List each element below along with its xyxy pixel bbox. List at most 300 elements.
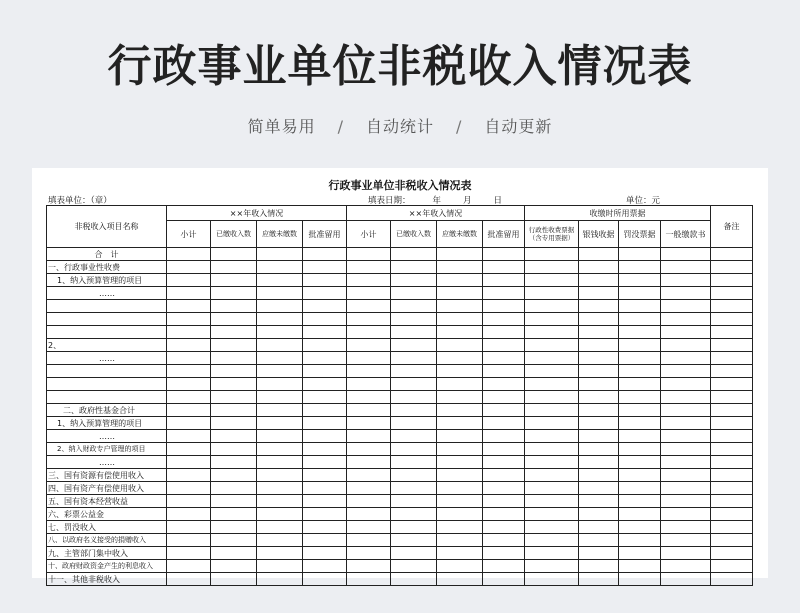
row-label [47,313,167,326]
table-cell [257,391,303,404]
table-cell [167,521,211,534]
row-label: 六、彩票公益金 [47,508,167,521]
table-row-total [47,248,753,261]
table-cell [303,430,347,443]
table-cell [711,378,753,391]
table-cell [437,404,483,417]
table-cell [167,573,211,586]
fill-date-month: 月 [463,196,472,206]
table-cell [525,313,579,326]
row-label: 二、政府性基金合计 [47,404,167,417]
table-row [47,547,753,560]
table-cell [303,378,347,391]
table-cell [391,352,437,365]
table-cell [437,482,483,495]
table-cell [347,495,391,508]
table-cell [257,547,303,560]
table-cell [711,508,753,521]
table-cell [619,469,661,482]
table-cell [257,404,303,417]
table-cell [579,365,619,378]
table-cell [391,261,437,274]
table-cell [661,313,711,326]
table-cell [167,391,211,404]
table-cell [257,469,303,482]
table-cell [437,495,483,508]
row-label [47,365,167,378]
table-cell [437,261,483,274]
table-cell [661,521,711,534]
row-label: 四、国有资产有偿使用收入 [47,482,167,495]
table-cell [211,430,257,443]
table-row [47,430,753,443]
table-cell [347,300,391,313]
table-cell [579,326,619,339]
table-cell [619,391,661,404]
table-cell [167,313,211,326]
header-item-name: 非税收入项目名称 [47,206,167,248]
table-row [47,274,753,287]
table-cell [579,508,619,521]
table-cell [257,261,303,274]
table-cell [661,417,711,430]
row-label [47,300,167,313]
table-cell [211,547,257,560]
table-cell [347,417,391,430]
table-cell [391,404,437,417]
table-cell [303,469,347,482]
table-cell [711,365,753,378]
table-cell [303,404,347,417]
table-cell [483,430,525,443]
hero-tagline [0,114,800,137]
sub-header: 银钱收据 [579,221,619,248]
table-cell [525,300,579,313]
table-cell [525,521,579,534]
table-cell [257,508,303,521]
table-cell [167,547,211,560]
tag-auto-stat: 自动统计 [365,117,434,136]
table-cell [483,378,525,391]
table-cell [483,482,525,495]
table-cell [257,365,303,378]
table-cell [483,404,525,417]
row-label: …… [47,287,167,300]
table-cell [257,417,303,430]
table-cell [303,417,347,430]
table-cell [579,417,619,430]
table-cell [211,326,257,339]
table-cell [391,339,437,352]
table-cell [347,560,391,573]
row-label-total: 合 计 [47,248,167,261]
table-cell [347,274,391,287]
table-cell [167,482,211,495]
table-cell [711,326,753,339]
table-row [47,404,753,417]
table-cell [661,469,711,482]
table-cell [661,391,711,404]
table-row [47,261,753,274]
table-cell [525,430,579,443]
row-label: 1、纳入预算管理的项目 [47,417,167,430]
table-cell [211,495,257,508]
table-row [47,456,753,469]
sub-header: 已缴收入数 [391,221,437,248]
table-cell [167,417,211,430]
table-cell [167,287,211,300]
table-cell [211,300,257,313]
table-cell [211,391,257,404]
table-cell [167,404,211,417]
table-cell [347,456,391,469]
table-cell [303,326,347,339]
table-cell [661,443,711,456]
sub-header: 一般缴款书 [661,221,711,248]
table-row [47,313,753,326]
table-cell [303,456,347,469]
table-cell [437,534,483,547]
table-cell [347,287,391,300]
table-cell [661,573,711,586]
table-cell [579,274,619,287]
row-label: 三、国有资源有偿使用收入 [47,469,167,482]
table-cell [303,443,347,456]
table-cell [483,352,525,365]
row-label: 一、行政事业性收费 [47,261,167,274]
table-cell [437,352,483,365]
table-cell [437,469,483,482]
table-cell [437,391,483,404]
sub-header-line: 行政性收费票据 [528,226,575,234]
table-cell [391,547,437,560]
table-cell [711,430,753,443]
table-cell [347,313,391,326]
table-cell [579,339,619,352]
table-cell [303,547,347,560]
table-cell [483,339,525,352]
table-row [47,534,753,547]
table-cell [391,521,437,534]
table-cell [391,482,437,495]
row-label: …… [47,430,167,443]
table-cell [619,495,661,508]
table-cell [661,365,711,378]
table-cell [483,326,525,339]
table-cell [391,443,437,456]
table-cell [661,495,711,508]
table-row [47,560,753,573]
table-cell [661,430,711,443]
row-label: 2、 [47,339,167,352]
table-cell [167,456,211,469]
table-cell [661,508,711,521]
table-cell [579,482,619,495]
row-label: …… [47,456,167,469]
table-cell [483,508,525,521]
table-cell [437,326,483,339]
revenue-table [46,205,753,586]
table-cell [437,573,483,586]
table-cell [391,534,437,547]
table-cell [437,300,483,313]
table-cell [347,404,391,417]
row-label: 十、政府财政资金产生的利息收入 [47,560,167,573]
table-cell [711,482,753,495]
table-cell [579,287,619,300]
table-cell [619,404,661,417]
table-cell [391,274,437,287]
table-row [47,339,753,352]
table-cell [437,274,483,287]
table-cell [525,443,579,456]
table-cell [347,482,391,495]
table-cell [167,339,211,352]
table-cell [347,430,391,443]
table-cell [661,352,711,365]
sub-header: 批准留用 [303,221,347,248]
table-cell [347,261,391,274]
table-cell [579,378,619,391]
table-cell [661,378,711,391]
table-cell [167,274,211,287]
table-cell [303,391,347,404]
sheet-title: 行政事业单位非税收入情况表 [328,179,472,192]
tag-separator: / [337,117,344,136]
table-cell [211,573,257,586]
table-cell [619,274,661,287]
table-cell [579,456,619,469]
sub-header: 已缴收入数 [211,221,257,248]
table-cell [619,443,661,456]
table-cell [303,482,347,495]
table-cell [257,378,303,391]
table-cell [257,352,303,365]
table-cell [303,365,347,378]
table-cell [391,456,437,469]
table-cell [167,326,211,339]
table-cell [347,521,391,534]
table-cell [257,274,303,287]
row-label: …… [47,352,167,365]
sub-header: 批准留用 [483,221,525,248]
table-cell [391,417,437,430]
table-cell [619,261,661,274]
tag-separator: / [456,117,463,136]
table-cell [347,365,391,378]
table-cell [303,274,347,287]
row-label: 五、国有资本经营收益 [47,495,167,508]
table-cell [711,300,753,313]
table-cell [711,404,753,417]
table-cell [391,495,437,508]
table-cell [483,443,525,456]
table-cell [483,365,525,378]
table-cell [257,534,303,547]
table-cell [579,534,619,547]
table-cell [211,404,257,417]
table-cell [619,573,661,586]
header-group-3: 收缴时所用票据 [525,206,711,221]
table-cell [579,573,619,586]
table-cell [303,339,347,352]
table-cell [483,560,525,573]
table-cell [437,417,483,430]
table-cell [211,469,257,482]
table-cell [525,352,579,365]
table-cell [711,274,753,287]
table-cell [619,313,661,326]
table-cell [347,391,391,404]
table-cell [483,573,525,586]
table-cell [619,482,661,495]
table-cell [211,417,257,430]
table-cell [391,326,437,339]
table-cell [257,313,303,326]
table-cell [579,404,619,417]
table-cell [711,560,753,573]
table-cell [525,560,579,573]
table-cell [257,495,303,508]
table-cell [211,339,257,352]
table-cell [211,261,257,274]
table-cell [211,365,257,378]
table-cell [257,287,303,300]
sub-header: 罚没票据 [619,221,661,248]
row-label [47,391,167,404]
table-cell [483,547,525,560]
table-cell [211,352,257,365]
table-cell [211,482,257,495]
table-cell [579,560,619,573]
row-label: 十一、其他非税收入 [47,573,167,586]
table-cell [211,560,257,573]
table-cell [483,417,525,430]
table-cell [303,521,347,534]
fill-unit-label: 填表单位：（章） [48,196,112,206]
table-cell [525,482,579,495]
table-cell [391,391,437,404]
table-cell [661,339,711,352]
table-cell [579,469,619,482]
spreadsheet-preview [32,168,768,584]
table-cell [347,547,391,560]
table-cell [483,534,525,547]
header-remark: 备注 [711,206,753,248]
table-cell [525,326,579,339]
table-cell [619,534,661,547]
table-cell [347,573,391,586]
table-cell [437,456,483,469]
table-row [47,352,753,365]
table-cell [525,339,579,352]
sub-header-admin-receipt [525,221,579,248]
fill-date-day: 日 [493,196,503,206]
table-cell [711,391,753,404]
table-row [47,365,753,378]
table-cell [619,287,661,300]
table-cell [347,469,391,482]
table-row [47,521,753,534]
table-cell [257,456,303,469]
table-cell [211,274,257,287]
table-cell [391,313,437,326]
table-cell [579,313,619,326]
table-cell [579,300,619,313]
table-cell [661,560,711,573]
table-cell [211,378,257,391]
table-cell [711,261,753,274]
sub-header: 小计 [347,221,391,248]
header-group-1: ××年收入情况 [167,206,347,221]
table-cell [711,352,753,365]
table-cell [167,300,211,313]
table-cell [483,469,525,482]
table-cell [711,534,753,547]
table-cell [391,573,437,586]
table-cell [525,287,579,300]
table-cell [661,300,711,313]
table-cell [257,300,303,313]
table-cell [579,261,619,274]
table-cell [483,391,525,404]
table-cell [579,443,619,456]
table-cell [711,443,753,456]
row-label: 2、纳入财政专户管理的项目 [47,443,167,456]
table-cell [303,313,347,326]
table-cell [661,404,711,417]
table-cell [661,287,711,300]
table-cell [525,391,579,404]
sub-header-line: （含专用票据） [528,234,575,242]
table-cell [257,430,303,443]
table-cell [347,508,391,521]
table-cell [347,352,391,365]
table-cell [619,521,661,534]
fill-date-year: 年 [432,196,442,206]
tag-easy: 简单易用 [247,117,316,136]
table-cell [483,456,525,469]
table-cell [167,560,211,573]
table-cell [619,508,661,521]
table-cell [347,339,391,352]
table-cell [303,287,347,300]
table-cell [167,378,211,391]
tag-auto-update: 自动更新 [484,117,553,136]
table-cell [391,287,437,300]
table-cell [257,521,303,534]
table-row [47,482,753,495]
table-cell [483,261,525,274]
table-cell [661,547,711,560]
row-label [47,378,167,391]
table-cell [525,573,579,586]
table-row [47,417,753,430]
row-label [47,326,167,339]
table-cell [525,456,579,469]
table-row [47,443,753,456]
table-cell [211,287,257,300]
table-cell [347,378,391,391]
table-cell [711,417,753,430]
table-cell [391,365,437,378]
table-cell [167,261,211,274]
table-cell [483,495,525,508]
table-cell [391,300,437,313]
row-label: 九、主管部门集中收入 [47,547,167,560]
table-cell [619,456,661,469]
table-cell [167,534,211,547]
